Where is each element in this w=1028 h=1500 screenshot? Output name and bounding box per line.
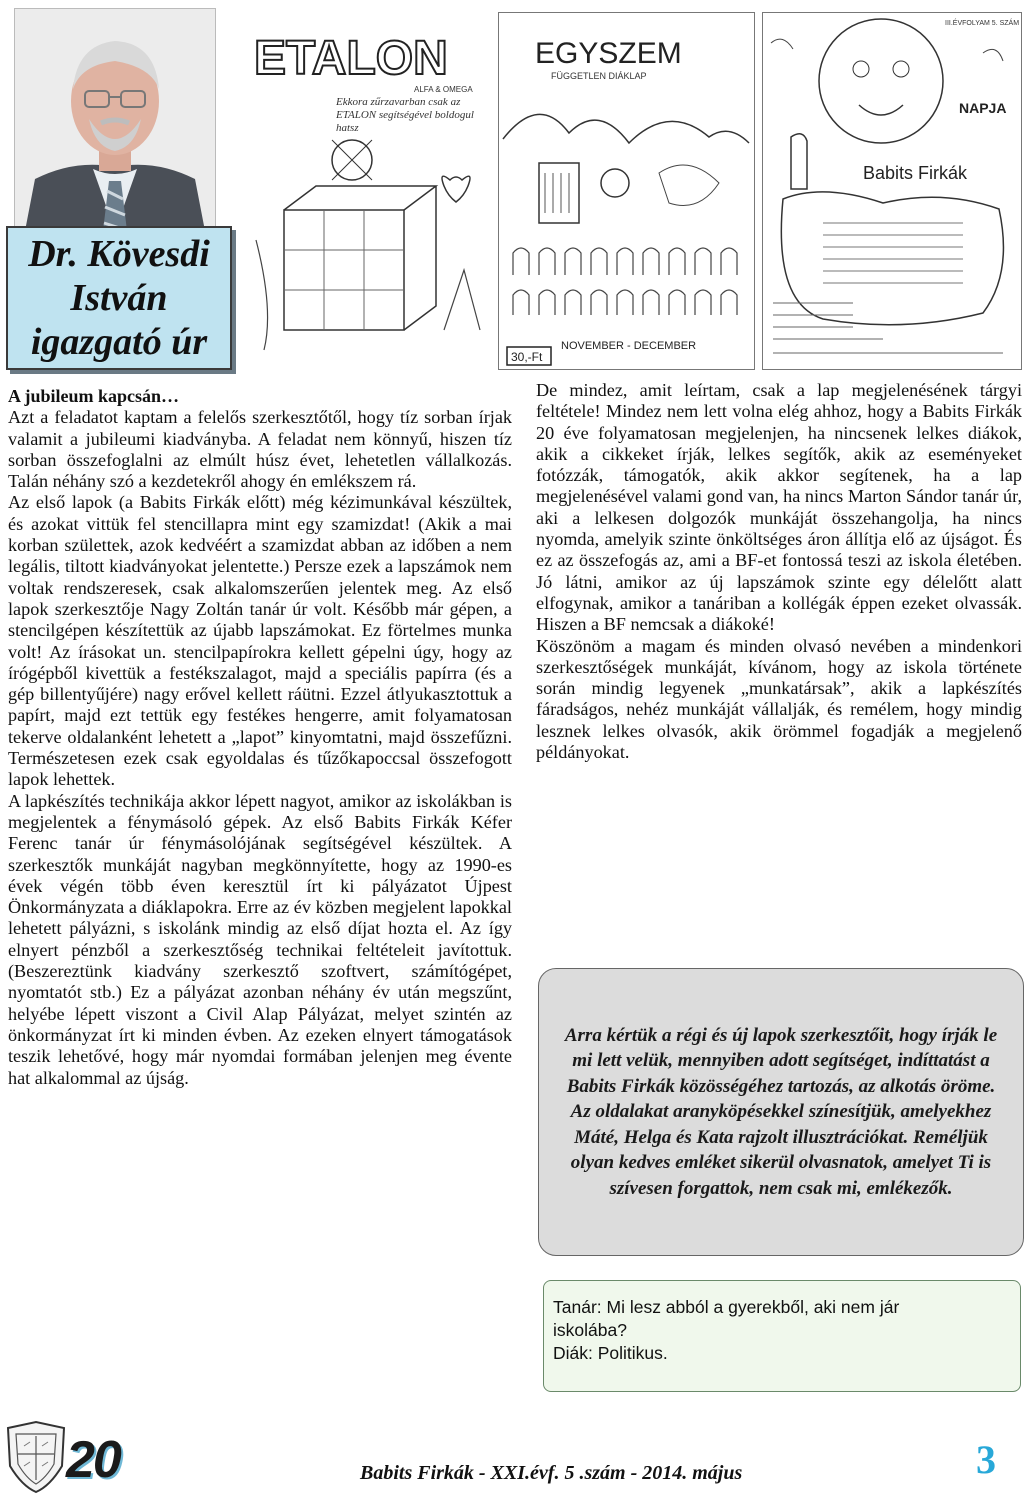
name-line-1: Dr. Kövesdi (28, 233, 210, 275)
name-title (28, 232, 210, 364)
cover-etalon-blurb: Ekkora zűrzavarban csak az ETALON segítségével boldogul hatsz (336, 96, 474, 134)
portrait-photo (14, 8, 216, 232)
cover-bf-sun-label: NAPJA (959, 100, 1007, 116)
cover-etalon-sketch (244, 10, 484, 366)
article-paragraph: A lapkészítés technikája akkor lépett nagyot, amikor az iskolákban is megjelentek a fénymásoló gépek. Az első Babits Firkák Kéfer Ferenc tanár úr fénymásolójának segítségével készültek. A szerkesztők munkáját nagyban megkönnyítette, hogy az 1990-es évek végén több éven keresztül írt ki pályázatot Újpest Önkormányzata a diáklapokra. Erre az év közben megjelent lapokkal lehetett pályázni, s iskolánk mindig az első díjat hozta el. Az így elnyert pénzből a szerkesztőség technikai feltételeit javítottuk. (Beszereztünk kiadvány szerkesztő szoftvert, számítógépet, nyomtatót stb.) Ez a pályázat azonban néhány év után megszűnt, helyébe lépett viszont a Civil Alap Pályázat, melyet szintén az önkormányzat írt ki minden évben. Az ezeken elnyert támogatások teszik lehetővé, hogy már nyomdai formában jelenjen meg évente hat alkalommal az újság. (8, 790, 512, 1088)
cover-egyszem (498, 12, 755, 370)
cover-egyszem-price: 30,-Ft (511, 350, 543, 364)
article-paragraph: De mindez, amit leírtam, csak a lap megjelenésének tárgyi feltétele! Mindez nem lett volna elég ahhoz, hogy a Babits Firkák 20 éve folyamatosan megjelenjen, ha nincsenek lelkes diákok, akik a cikkeket írják, lelkes segítők, akik az eseményeket fotózzák, támogatók, akik akkor segítenek, ha a lap megjelenésével valami gond van, ha nincs Marton Sándor tanár úr, aki a lelkesen dolgozók munkáját összehangolja, ha nincs nyomda, amelyik szinte önköltséges áron állítja elő az újságot. És ez az összefogás az, ami a BF-et fontossá teszi az iskola életében. Jó látni, amikor az új lapszámok szinte egy délelőtt alatt elfogynak, amikor a tanáriban a kollégák éppen ezeket olvassák. Hiszen a BF nemcsak a diákoké! (536, 380, 1022, 635)
article-right-column (536, 380, 1022, 763)
cover-bf-issue: III.ÉVFOLYAM 5. SZÁM (945, 20, 1020, 27)
cover-etalon (244, 10, 484, 366)
name-line-3: igazgató úr (30, 321, 208, 363)
cover-babits-firkak-sketch (763, 13, 1021, 369)
cover-egyszem-sketch (499, 13, 754, 369)
joke-line-teacher-cont: iskolába? (553, 1320, 627, 1340)
joke-line-student: Diák: Politikus. (553, 1343, 668, 1363)
article-paragraph: Azt a feladatot kaptam a felelős szerkesztőtől, hogy tíz sorban írjak valamit a jubileumi kiadványba. A feladat nem könnyű, hiszen tíz sorban összefoglalni az elmúlt húsz évet, lehetetlen vállalkozás. Talán néhány szó a kezdetekről ahogy én emlékszem rá. (8, 407, 512, 492)
joke-line-teacher: Tanár: Mi lesz abból a gyerekből, aki nem jár (553, 1297, 900, 1317)
article-left-column (8, 386, 512, 1089)
anniversary-badge: 20 (66, 1431, 120, 1489)
cover-egyszem-subtitle: FÜGGETLEN DIÁKLAP (551, 71, 647, 81)
name-box (6, 226, 232, 370)
cover-etalon-subtitle: ALFA & OMEGA (414, 85, 473, 94)
editorial-quote-text: Arra kértük a régi és új lapok szerkesztőit, hogy írják le mi lett velük, mennyiben adott segítséget, indíttatást a Babits Firkák közösségéhez tartozás, az alkotás öröme. Az oldalakat aranyköpésekkel színesítjük, amelyekhez Máté, Helga és Kata rajzolt illusztrációkat. Reméljük olyan kedves emléket sikerül olvasnatok, amelyet Ti is szívesen forgattok, nem csak mi, emlékezők. (564, 1024, 998, 1199)
cover-egyszem-date: NOVEMBER - DECEMBER (561, 340, 697, 352)
name-line-2: István (70, 277, 168, 319)
cover-etalon-title: ETALON (254, 32, 448, 85)
joke-box (543, 1280, 1021, 1392)
school-logo-icon (2, 1418, 70, 1494)
portrait-illustration (15, 9, 215, 231)
cover-bf-title: Babits Firkák (863, 163, 968, 183)
school-crest-icon (2, 1418, 70, 1494)
cover-babits-firkak (762, 12, 1022, 370)
footer-publication-info: Babits Firkák - XXI.évf. 5 .szám - 2014. május (360, 1462, 743, 1484)
page-number: 3 (976, 1437, 996, 1482)
article-paragraph: Köszönöm a magam és minden olvasó nevében a mindenkori szerkesztőségek munkáját, kívánom, hogy az iskola története során mindig legyenek „munkatársak”, akik a lapkészítés fáradságos, nehéz munkáját vállalják, és remélem, hogy mindig lesznek lelkes olvasók, akik örömmel fogadják a megjelenő példányokat. (536, 635, 1022, 763)
cover-egyszem-title: EGYSZEM (535, 37, 682, 70)
article-paragraph: Az első lapok (a Babits Firkák előtt) még kézimunkával készültek, és azokat vittük fel stencillapra mint egy szamizdat! (Akik a mai korban születtek, azok kedvéért a szamizdat abban az időben a nem legális, tiltott kiadványokat jelentette.) Persze ezek a lapszámok nem voltak rendszeresek, csak alkalomszerűen jelentek meg. Az első lapok szerkesztője Nagy Zoltán tanár úr volt. Később már gépen, a stencilgépen készítettük az újabb lapszámokat. Ez förtelmes munka volt! Az írásokat un. stencilpapírokra kellett gépelni úgy, hogy az írógépből kivettük a festékszalagot, majd a speciális papírra (és a gép billentyűjére) nagy erővel kellett ráütni. Ezzel átlyukasztottuk a papírt, majd ezt tettük egy festékes hengerre, amit folyamatosan tekerve oldalanként lehetett a „lapot” kinyomtatni, majd összefűzni. Természetesen ezek csak egyoldalas és tűzőkapoccsal összefogott lapok lehettek. (8, 492, 512, 790)
article-heading: A jubileum kapcsán… (8, 386, 180, 406)
editorial-quote-box (538, 968, 1024, 1256)
